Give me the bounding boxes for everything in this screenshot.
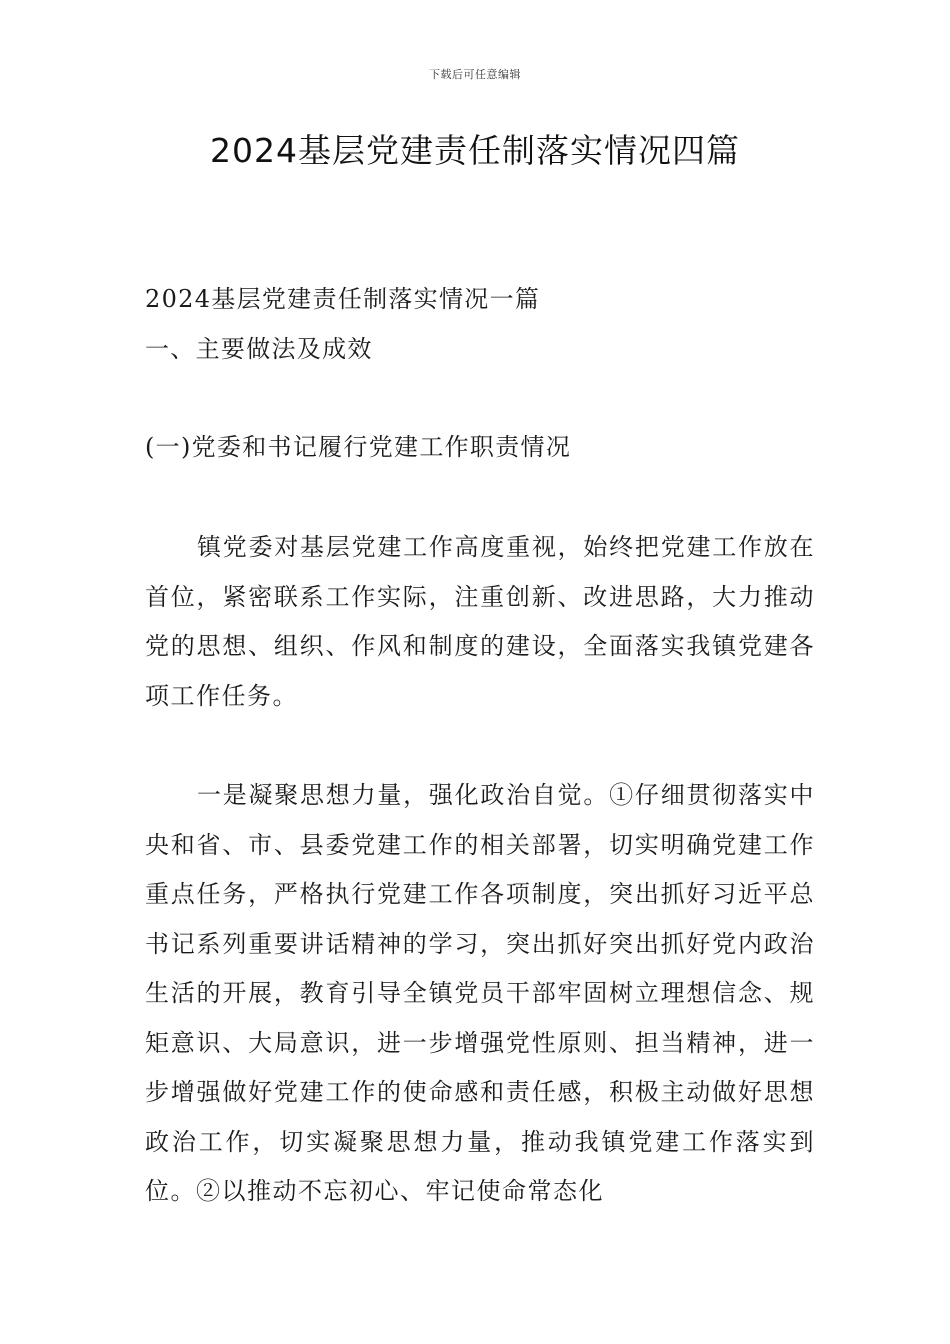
section-heading: 一、主要做法及成效: [145, 335, 373, 363]
paragraph-2: 一是凝聚思想力量，强化政治自觉。①仔细贯彻落实中央和省、市、县委党建工作的相关部署，切实明确党建工作重点任务，严格执行党建工作各项制度，突出抓好习近平总书记系列重要讲话精神的学习，突出抓好突出抓好党内政治生活的开展，教育引导全镇党员干部牢固树立理想信念、规矩意识、大局意识，进一步增强党性原则、担当精神，进一步增强做好党建工作的使命感和责任感，积极主动做好思想政治工作，切实凝聚思想力量，推动我镇党建工作落实到位。②以推动不忘初心、牢记使命常态化: [145, 781, 815, 1205]
document-subtitle: 2024基层党建责任制落实情况一篇: [145, 285, 541, 313]
subsection-heading: (一)党委和书记履行党建工作职责情况: [145, 433, 572, 461]
document-title: 2024基层党建责任制落实情况四篇: [210, 131, 740, 170]
header-note: 下载后可任意编辑: [429, 68, 521, 81]
paragraph-1: 镇党委对基层党建工作高度重视，始终把党建工作放在首位，紧密联系工作实际，注重创新、改进思路，大力推动党的思想、组织、作风和制度的建设，全面落实我镇党建各项工作任务。: [145, 533, 815, 710]
